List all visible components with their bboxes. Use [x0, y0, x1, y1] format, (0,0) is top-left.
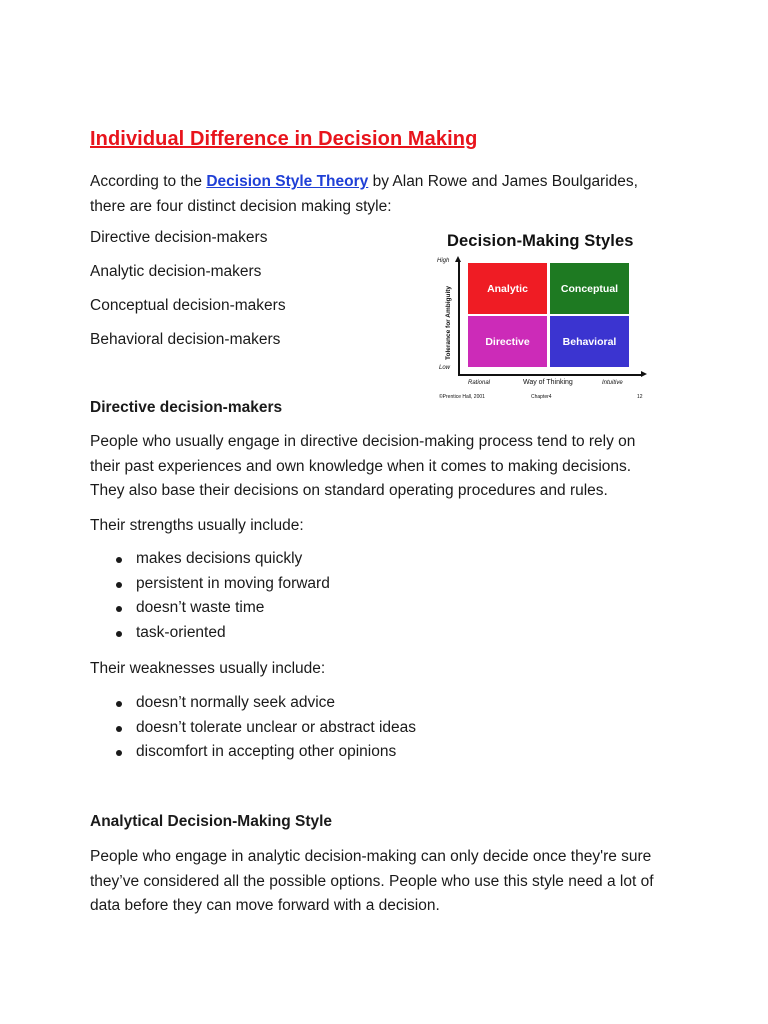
x-axis-label: Way of Thinking	[523, 379, 573, 386]
list-item: task-oriented	[90, 621, 330, 646]
strengths-list	[90, 547, 330, 646]
intro-text-line2: there are four distinct decision making style:	[90, 197, 392, 215]
intro-paragraph	[90, 170, 690, 219]
list-item: persistent in moving forward	[90, 572, 330, 597]
figure-chapter: Chapter4	[531, 394, 552, 400]
style-item-conceptual: Conceptual decision-makers	[90, 297, 286, 314]
y-axis-high-label: High	[437, 258, 450, 264]
directive-paragraph	[90, 430, 690, 504]
list-item: doesn’t normally seek advice	[90, 691, 416, 716]
strengths-label: Their strengths usually include:	[90, 517, 304, 534]
decision-styles-figure	[425, 228, 650, 408]
directive-heading: Directive decision-makers	[90, 399, 283, 416]
weaknesses-list	[90, 691, 416, 765]
list-item: doesn’t tolerate unclear or abstract ideas	[90, 716, 416, 741]
intro-text-after: by Alan Rowe and James Boulgarides,	[368, 173, 638, 190]
analytical-heading: Analytical Decision-Making Style	[90, 813, 333, 830]
list-item: makes decisions quickly	[90, 547, 330, 572]
decision-style-theory-link[interactable]: Decision Style Theory	[206, 173, 369, 190]
style-item-analytic: Analytic decision-makers	[90, 263, 262, 280]
analytical-para-line3: data before they can move forward with a decision.	[90, 897, 440, 914]
y-axis-low-label: Low	[439, 365, 451, 371]
y-axis-line	[458, 260, 460, 374]
x-axis-intuitive-label: Intuitive	[602, 380, 623, 386]
weaknesses-label: Their weaknesses usually include:	[90, 660, 326, 677]
x-axis-rational-label: Rational	[468, 380, 491, 386]
directive-para-line1: People who usually engage in directive decision-making process tend to rely on	[90, 433, 636, 450]
list-item: doesn’t waste time	[90, 596, 330, 621]
list-item: discomfort in accepting other opinions	[90, 740, 416, 765]
x-axis-line	[458, 374, 642, 376]
figure-page-number: 12	[637, 394, 643, 400]
analytical-para-line1: People who engage in analytic decision-making can only decide once they're sure	[90, 848, 652, 865]
directive-para-line2: their past experiences and own knowledge when it comes to making decisions.	[90, 457, 632, 475]
style-item-behavioral: Behavioral decision-makers	[90, 331, 281, 348]
y-axis-label: Tolerance for Ambiguity	[445, 285, 452, 360]
quadrant-analytic: Analytic	[468, 263, 547, 314]
figure-copyright: ©Prentice Hall, 2001	[439, 394, 485, 400]
analytical-para-line2: they’ve considered all the possible options. People who use this style need a lot of	[90, 872, 654, 890]
quadrant-directive: Directive	[468, 316, 547, 367]
page-title: Individual Difference in Decision Making	[90, 128, 478, 150]
quadrant-behavioral: Behavioral	[550, 316, 629, 367]
quadrant-conceptual: Conceptual	[550, 263, 629, 314]
intro-text-before: According to the	[90, 173, 207, 190]
style-item-directive: Directive decision-makers	[90, 229, 268, 246]
figure-title: Decision-Making Styles	[447, 232, 634, 250]
analytical-paragraph	[90, 845, 690, 919]
directive-para-line3: They also base their decisions on standard operating procedures and rules.	[90, 482, 608, 499]
